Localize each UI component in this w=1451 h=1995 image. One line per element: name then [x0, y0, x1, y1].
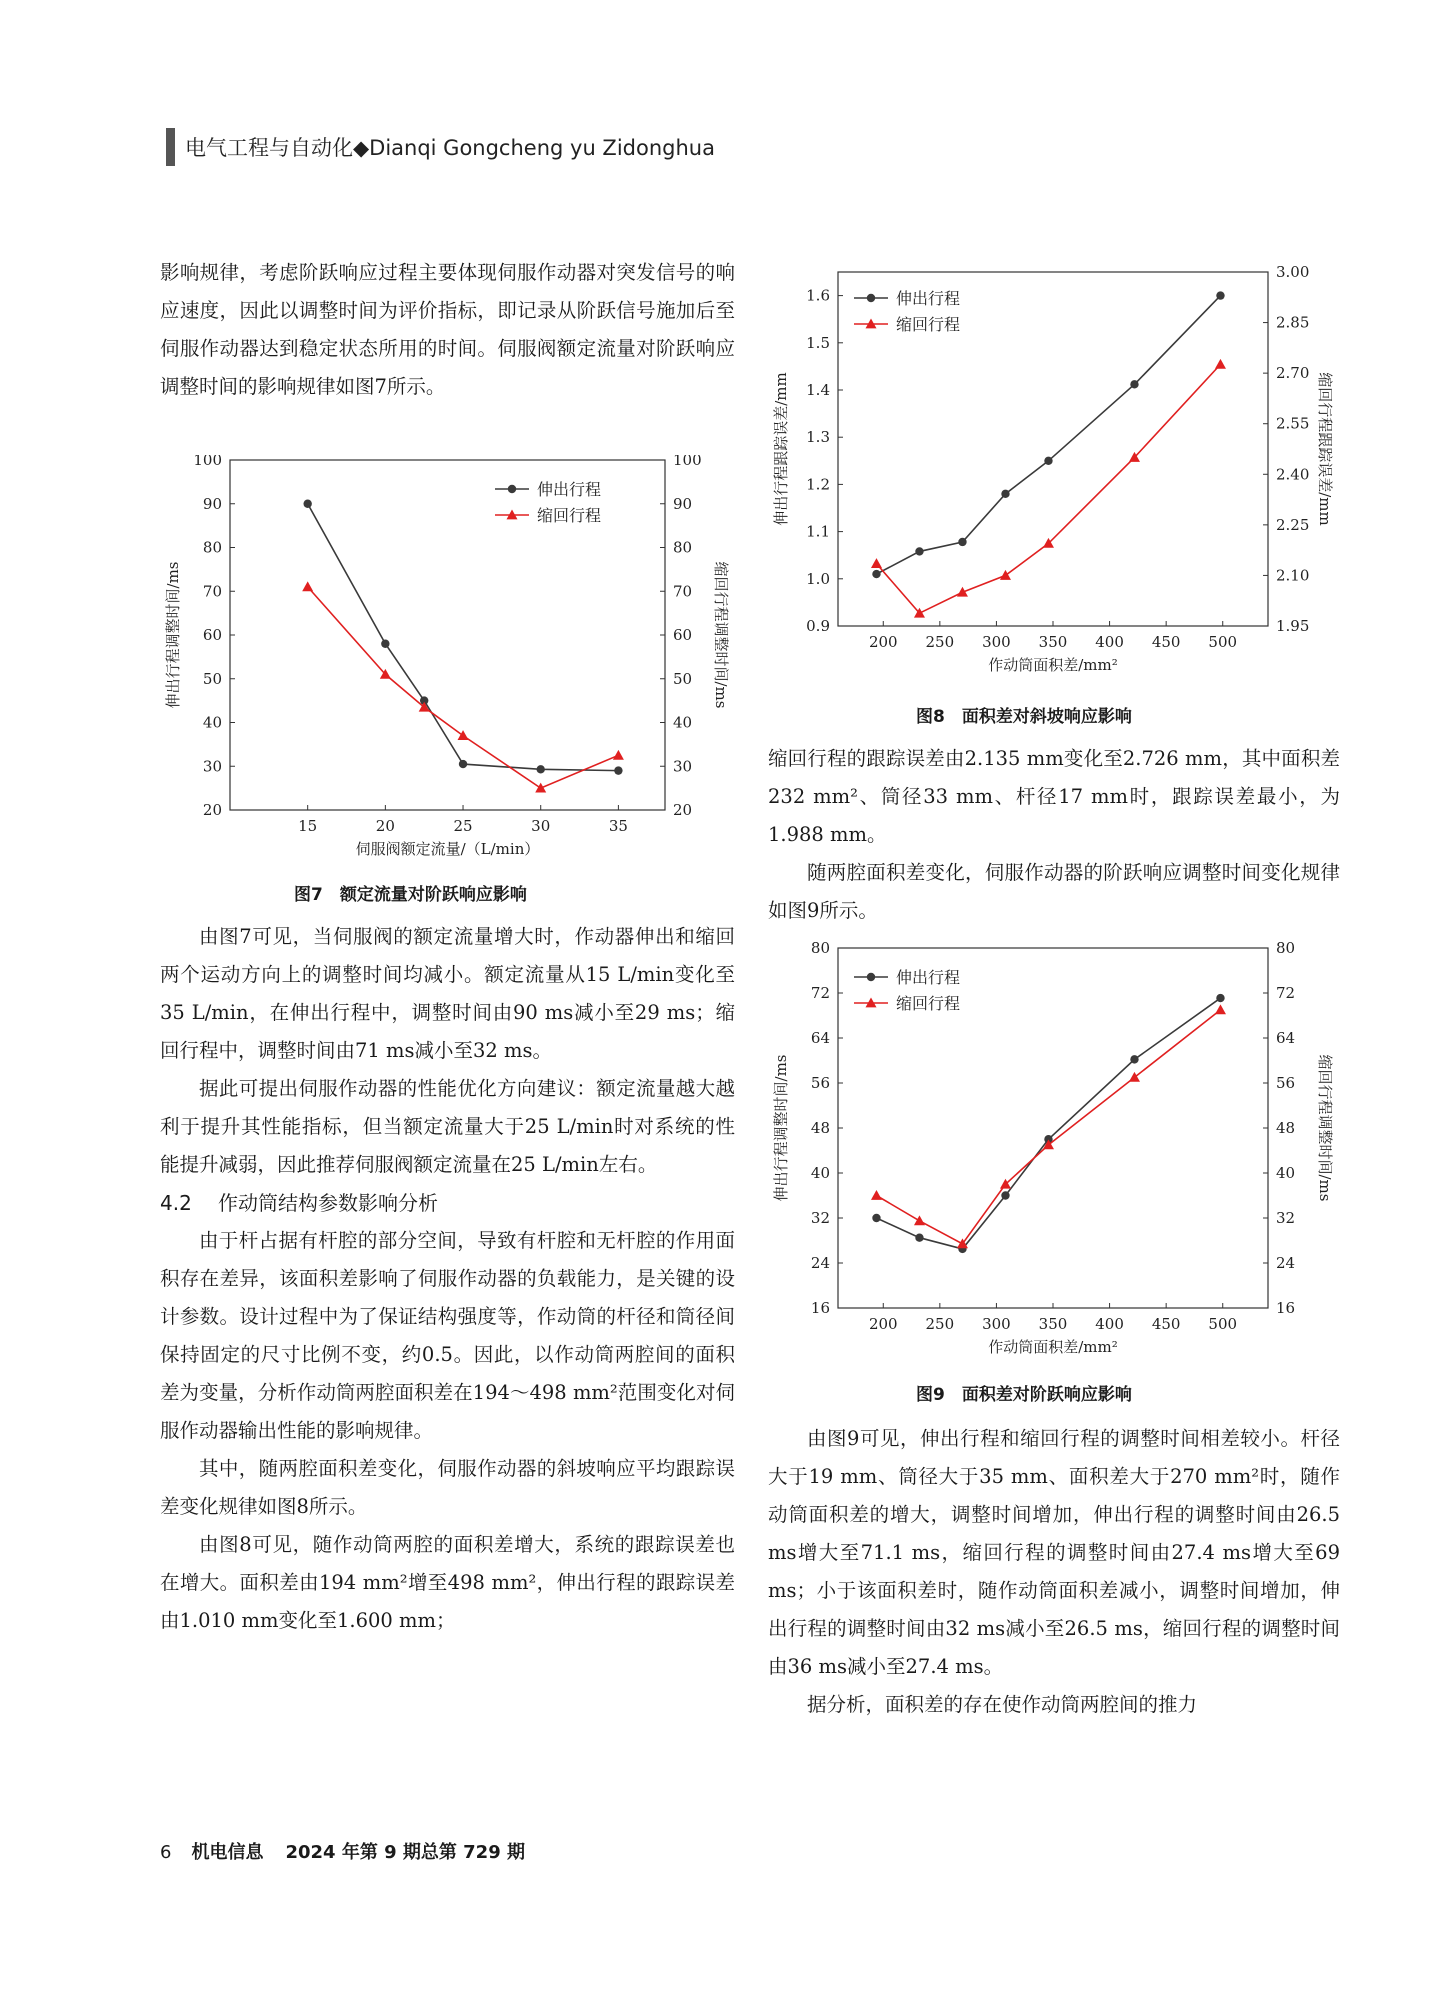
y-tick-label: 50	[202, 669, 222, 688]
data-point	[1000, 570, 1011, 580]
y2-tick-label: 56	[1276, 1074, 1296, 1092]
x-tick-label: 450	[1151, 1315, 1181, 1333]
left-column-top	[160, 254, 735, 406]
y2-tick-label: 40	[1276, 1164, 1296, 1182]
y2-tick-label: 1.95	[1276, 617, 1310, 635]
right-column-middle	[768, 740, 1340, 930]
y-axis-label: 伸出行程调整时间/ms	[772, 1054, 790, 1202]
paragraph: 随两腔面积差变化，伺服作动器的阶跃响应调整时间变化规律如图9所示。	[768, 861, 1340, 922]
y2-tick-label: 32	[1276, 1209, 1296, 1227]
data-point	[914, 1215, 925, 1225]
data-point	[871, 558, 882, 568]
y-tick-label: 32	[810, 1209, 830, 1227]
data-point	[1216, 291, 1224, 299]
paragraph: 据此可提出伺服作动器的性能优化方向建议：额定流量越大越利于提升其性能指标，但当额定流量大于25 L/min时对系统的性能提升减弱，因此推荐伺服阀额定流量在25 L/min左右。	[160, 1077, 735, 1176]
series-line	[876, 364, 1220, 613]
y-tick-label: 70	[202, 582, 222, 601]
left-column-bottom	[160, 918, 735, 1640]
running-header	[166, 128, 715, 166]
y-tick-label: 40	[810, 1164, 830, 1182]
x-tick-label: 300	[982, 1315, 1011, 1333]
legend-label: 缩回行程	[896, 315, 961, 334]
y-tick-label: 16	[810, 1299, 830, 1317]
x-tick-label: 500	[1208, 1315, 1238, 1333]
x-axis-label: 伺服阀额定流量/（L/min）	[355, 840, 540, 858]
y2-tick-label: 24	[1276, 1254, 1296, 1272]
y2-tick-label: 16	[1276, 1299, 1296, 1317]
y-tick-label: 1.5	[806, 333, 830, 352]
y-axis-label: 伸出行程调整时间/ms	[164, 561, 182, 709]
y2-axis-label: 缩回行程跟踪误差/mm	[1316, 372, 1334, 526]
x-tick-label: 500	[1208, 633, 1238, 651]
data-point	[957, 587, 968, 597]
data-point	[458, 730, 469, 740]
y-tick-label: 1.3	[806, 428, 830, 447]
y-tick-label: 1.0	[806, 569, 830, 588]
y2-tick-label: 2.10	[1276, 566, 1310, 585]
right-column-bottom	[768, 1420, 1340, 1724]
data-point	[303, 500, 311, 508]
y-tick-label: 1.6	[806, 286, 830, 305]
y2-tick-label: 2.25	[1276, 515, 1310, 534]
y2-tick-label: 72	[1276, 984, 1296, 1002]
data-point	[1130, 1055, 1138, 1063]
y-tick-label: 100	[193, 455, 222, 469]
y2-tick-label: 2.85	[1276, 313, 1310, 332]
legend-label: 缩回行程	[537, 506, 602, 525]
data-point	[459, 760, 467, 768]
legend-label: 伸出行程	[896, 968, 961, 987]
figure-8-caption: 图8 面积差对斜坡响应影响	[916, 707, 1132, 727]
data-point	[915, 1233, 923, 1241]
data-point	[381, 640, 389, 648]
x-axis-label: 作动筒面积差/mm²	[988, 656, 1118, 674]
y2-tick-label: 60	[673, 626, 693, 644]
data-point	[1044, 457, 1052, 465]
legend-label: 伸出行程	[537, 480, 602, 499]
data-point	[302, 581, 313, 591]
data-point	[613, 750, 624, 760]
legend-marker	[867, 973, 875, 981]
x-tick-label: 200	[868, 633, 898, 651]
data-point	[958, 538, 966, 546]
y-tick-label: 30	[202, 757, 222, 776]
page-number: 6	[160, 1842, 172, 1863]
x-tick-label: 250	[925, 633, 955, 651]
data-point	[1130, 380, 1138, 388]
section-title: 作动筒结构参数影响分析	[218, 1191, 438, 1215]
y2-tick-label: 90	[673, 494, 693, 513]
header-bar	[166, 128, 175, 166]
y-tick-label: 90	[202, 494, 222, 513]
y-tick-label: 80	[202, 538, 222, 557]
x-axis-label: 作动筒面积差/mm²	[988, 1338, 1118, 1356]
paragraph: 由图7可见，当伺服阀的额定流量增大时，作动器伸出和缩回两个运动方向上的调整时间均减小。额定流量从15 L/min变化至35 L/min，在伸出行程中，调整时间由90 ms减小至29 ms；缩回行程中，调整时间由71 ms减小至32 ms。	[160, 925, 735, 1062]
y-tick-label: 1.4	[806, 381, 830, 399]
series-line	[876, 296, 1220, 574]
x-tick-label: 400	[1095, 633, 1124, 651]
y-tick-label: 1.2	[806, 475, 830, 494]
y2-tick-label: 30	[673, 757, 693, 776]
legend-marker	[508, 485, 516, 493]
series-line	[876, 998, 1220, 1249]
paragraph: 由于杆占据有杆腔的部分空间，导致有杆腔和无杆腔的作用面积存在差异，该面积差影响了伺服作动器的负载能力，是关键的设计参数。设计过程中为了保证结构强度等，作动筒的杆径和筒径间保持固定的尺寸比例不变，约0.5。因此，以作动筒两腔间的面积差为变量，分析作动筒两腔面积差在194～498 mm²范围变化对伺服作动器输出性能的影响规律。	[160, 1229, 735, 1442]
series-line	[308, 587, 619, 788]
journal-name: 机电信息	[191, 1842, 264, 1863]
x-tick-label: 300	[982, 633, 1011, 651]
y-tick-label: 20	[202, 801, 222, 819]
header-text: 电气工程与自动化◆Dianqi Gongcheng yu Zidonghua	[185, 136, 715, 160]
y2-tick-label: 100	[673, 455, 702, 469]
figure-7-chart	[160, 455, 740, 875]
data-point	[1001, 1191, 1009, 1199]
y-tick-label: 56	[810, 1074, 830, 1092]
figure-9-caption: 图9 面积差对阶跃响应影响	[916, 1385, 1132, 1405]
data-point	[537, 765, 545, 773]
y2-tick-label: 64	[1276, 1029, 1296, 1047]
y2-tick-label: 3.00	[1276, 263, 1310, 281]
x-tick-label: 400	[1095, 1315, 1124, 1333]
data-point	[872, 570, 880, 578]
x-tick-label: 20	[375, 817, 395, 835]
y-tick-label: 72	[810, 984, 830, 1002]
page-footer	[160, 1838, 525, 1864]
x-tick-label: 25	[453, 817, 473, 835]
legend-marker	[867, 294, 875, 302]
x-tick-label: 200	[868, 1315, 898, 1333]
data-point	[1215, 359, 1226, 369]
x-tick-label: 35	[608, 817, 628, 835]
y2-tick-label: 20	[673, 801, 693, 819]
data-point	[915, 547, 923, 555]
legend-label: 缩回行程	[896, 994, 961, 1013]
y-tick-label: 40	[202, 713, 222, 732]
figure-8	[768, 258, 1343, 688]
section-number: 4.2	[160, 1191, 192, 1215]
data-point	[1215, 1004, 1226, 1014]
data-point	[1216, 994, 1224, 1002]
x-tick-label: 350	[1038, 633, 1068, 651]
y-tick-label: 48	[810, 1119, 830, 1137]
legend-label: 伸出行程	[896, 289, 961, 308]
y2-tick-label: 80	[673, 538, 693, 557]
y2-tick-label: 2.40	[1276, 465, 1310, 484]
issue-info: 2024 年第 9 期总第 729 期	[285, 1842, 525, 1863]
paragraph: 据分析，面积差的存在使作动筒两腔间的推力	[807, 1693, 1198, 1716]
y2-tick-label: 50	[673, 669, 693, 688]
x-tick-label: 250	[925, 1315, 955, 1333]
paragraph: 由图9可见，伸出行程和缩回行程的调整时间相差较小。杆径大于19 mm、筒径大于35 mm、面积差大于270 mm²时，随作动筒面积差的增大，调整时间增加，伸出行程的调整时间由26.5 ms增大至71.1 ms，缩回行程的调整时间由27.4 ms增大至69 ms；小于该面积差时，随作动筒面积差减小，调整时间增加，伸出行程的调整时间由32 ms减小至26.5 ms，缩回行程的调整时间由36 ms减小至27.4 ms。	[768, 1427, 1340, 1678]
x-tick-label: 350	[1038, 1315, 1068, 1333]
paragraph: 影响规律，考虑阶跃响应过程主要体现伺服作动器对突发信号的响应速度，因此以调整时间为评价指标，即记录从阶跃信号施加后至伺服作动器达到稳定状态所用的时间。伺服阀额定流量对阶跃响应调整时间的影响规律如图7所示。	[160, 261, 735, 398]
x-tick-label: 15	[298, 817, 318, 835]
x-tick-label: 30	[531, 817, 551, 835]
paragraph: 其中，随两腔面积差变化，伺服作动器的斜坡响应平均跟踪误差变化规律如图8所示。	[160, 1457, 735, 1518]
x-tick-label: 450	[1151, 633, 1181, 651]
y-tick-label: 60	[202, 626, 222, 644]
figure-9-chart	[768, 940, 1343, 1365]
y-axis-label: 伸出行程跟踪误差/mm	[772, 372, 790, 526]
data-point	[1001, 490, 1009, 498]
y-tick-label: 0.9	[806, 617, 830, 635]
y2-tick-label: 70	[673, 582, 693, 601]
series-line	[876, 1010, 1220, 1244]
y-tick-label: 64	[810, 1029, 830, 1047]
figure-7-caption: 图7 额定流量对阶跃响应影响	[294, 885, 527, 905]
figure-9	[768, 940, 1343, 1365]
data-point	[871, 1190, 882, 1200]
section-heading	[160, 1184, 735, 1222]
y2-tick-label: 2.70	[1276, 364, 1310, 383]
y2-tick-label: 40	[673, 713, 693, 732]
data-point	[535, 783, 546, 793]
figure-7	[160, 455, 740, 875]
y2-tick-label: 2.55	[1276, 414, 1310, 433]
paragraph: 缩回行程的跟踪误差由2.135 mm变化至2.726 mm，其中面积差232 mm²、筒径33 mm、杆径17 mm时，跟踪误差最小，为1.988 mm。	[768, 747, 1340, 846]
y-tick-label: 1.1	[806, 522, 830, 541]
data-point	[614, 766, 622, 774]
y2-axis-label: 缩回行程调整时间/ms	[712, 561, 730, 709]
figure-8-chart	[768, 258, 1343, 688]
y-tick-label: 80	[810, 940, 830, 957]
data-point	[872, 1214, 880, 1222]
y-tick-label: 24	[810, 1254, 830, 1272]
paragraph: 由图8可见，随作动筒两腔的面积差增大，系统的跟踪误差也在增大。面积差由194 mm²增至498 mm²，伸出行程的跟踪误差由1.010 mm变化至1.600 mm；	[160, 1533, 735, 1632]
y2-tick-label: 80	[1276, 940, 1296, 957]
y2-tick-label: 48	[1276, 1119, 1296, 1137]
y2-axis-label: 缩回行程调整时间/ms	[1316, 1054, 1334, 1202]
